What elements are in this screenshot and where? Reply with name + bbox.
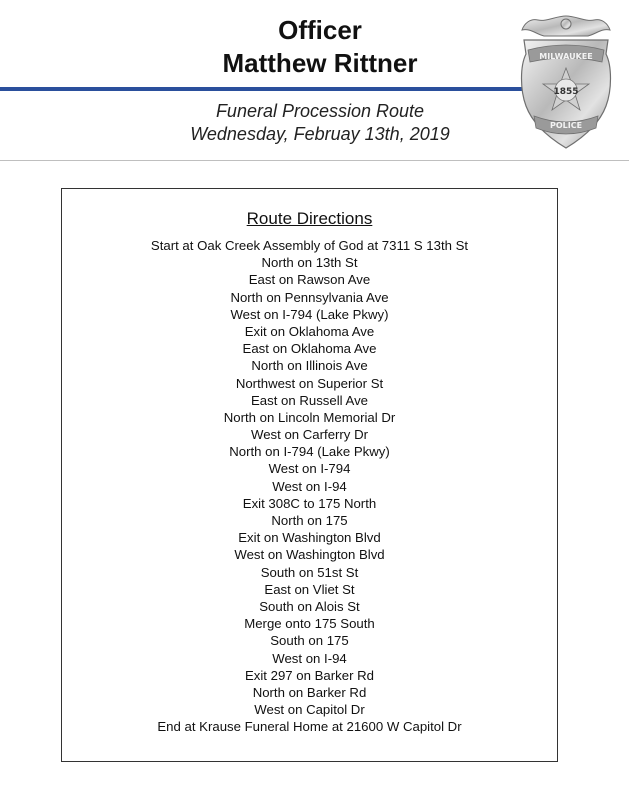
route-step: East on Rawson Ave [248, 272, 371, 288]
route-step: South on 175 [270, 633, 349, 649]
route-directions-box [61, 188, 558, 762]
route-step: Merge onto 175 South [244, 616, 375, 632]
route-step: East on Oklahoma Ave [242, 341, 377, 357]
route-step: End at Krause Funeral Home at 21600 W Capitol Dr [157, 719, 462, 735]
route-step: North on Barker Rd [252, 684, 367, 700]
route-step: North on I-794 (Lake Pkwy) [229, 444, 390, 460]
title-line-1: Officer [278, 15, 362, 45]
divider [0, 160, 629, 161]
route-steps-list [62, 237, 557, 735]
route-step: West on I-94 [272, 650, 347, 666]
route-step: East on Russell Ave [250, 392, 369, 408]
page-subtitle [150, 100, 490, 146]
title-line-2: Matthew Rittner [222, 48, 418, 78]
route-step: West on I-794 (Lake Pkwy) [230, 306, 389, 322]
route-step: West on I-94 [272, 478, 347, 494]
route-step: West on Washington Blvd [234, 547, 385, 563]
route-step: East on Vliet St [264, 581, 355, 597]
route-step: North on Pennsylvania Ave [230, 289, 389, 305]
route-step: West on Capitol Dr [254, 702, 365, 718]
route-heading: Route Directions [246, 209, 373, 228]
route-step: Start at Oak Creek Assembly of God at 7311 S 13th St [150, 238, 469, 253]
route-step: North on Lincoln Memorial Dr [223, 409, 396, 425]
route-step: Northwest on Superior St [235, 375, 384, 391]
route-step: North on 175 [271, 513, 348, 528]
route-step: South on Alois St [259, 598, 360, 614]
subtitle-line-1: Funeral Procession Route [215, 101, 425, 121]
badge-year: 1855 [553, 87, 579, 97]
page-title [150, 14, 490, 80]
route-step: West on I-794 [268, 461, 351, 477]
route-step: Exit 308C to 175 North [242, 495, 377, 511]
route-step: North on 13th St [261, 255, 358, 271]
badge-bottom-text: POLICE [549, 121, 583, 130]
route-step: West on Carferry Dr [250, 427, 368, 443]
police-badge-icon [516, 10, 616, 152]
route-step: Exit 297 on Barker Rd [244, 667, 374, 683]
subtitle-line-2: Wednesday, Februay 13th, 2019 [190, 124, 450, 144]
route-step: Exit on Oklahoma Ave [244, 323, 375, 339]
route-step: North on Illinois Ave [251, 358, 368, 374]
route-step: Exit on Washington Blvd [238, 530, 381, 546]
route-step: South on 51st St [260, 564, 359, 580]
badge-top-text: MILWAUKEE [539, 52, 593, 61]
header-rule [0, 87, 525, 91]
